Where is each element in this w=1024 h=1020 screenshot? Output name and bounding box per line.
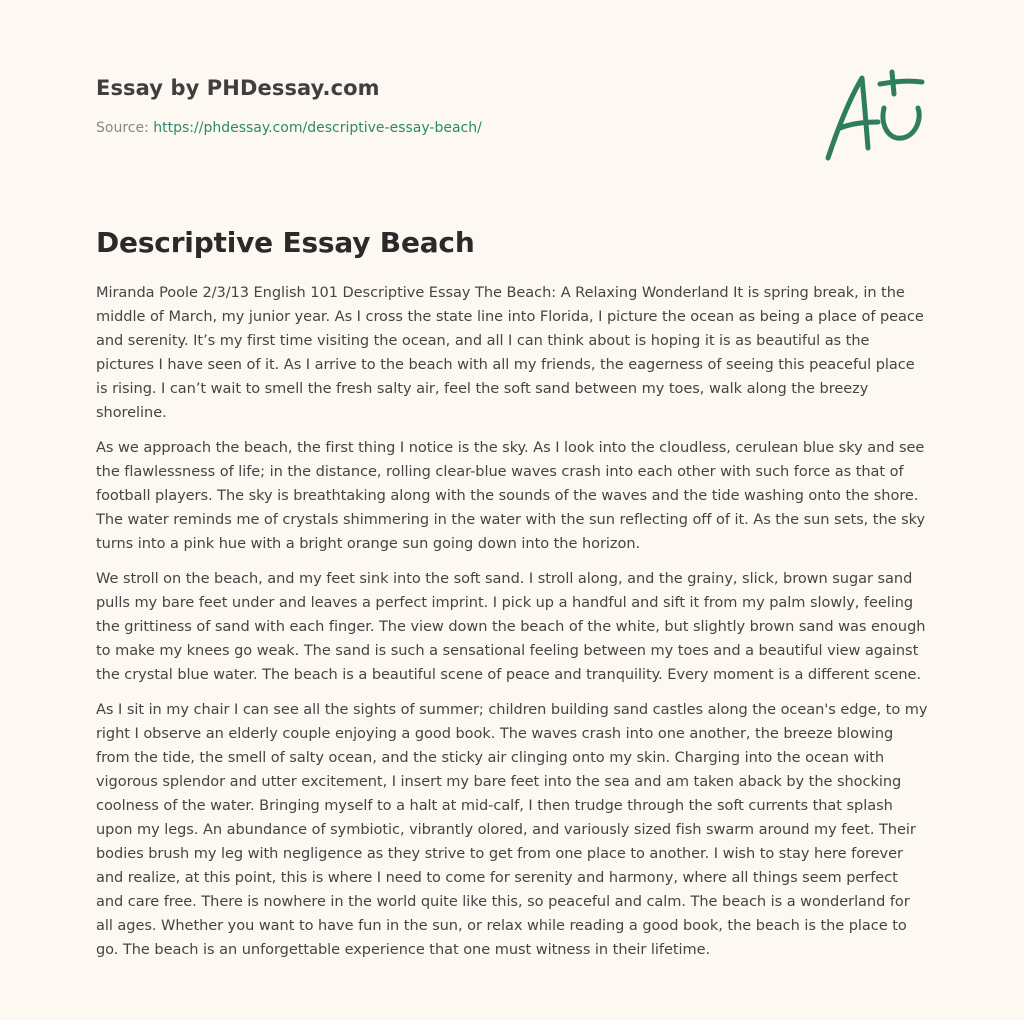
essay-paragraph: We stroll on the beach, and my feet sink into the soft sand. I stroll along, and the grainy, slick, brown sugar sand pulls my bare feet under and leaves a perfect imprint. I pick up a handful and sift it from my palm slowly, feeling the grittiness of sand with each finger. The view down the beach of the white, but slightly brown sand was enough to make my knees go weak. The sand is such a sensational feeling between my toes and a beautiful view against the crystal blue water. The beach is a beautiful scene of peace and tranquility. Every moment is a different scene.: [96, 570, 926, 683]
a-plus-logo: [822, 68, 928, 164]
source-line: [96, 120, 926, 136]
page-header: [96, 76, 926, 136]
source-link[interactable]: https://phdessay.com/descriptive-essay-beach/: [153, 120, 482, 136]
essay-title: Descriptive Essay Beach: [96, 226, 475, 259]
source-label: Source:: [96, 120, 149, 136]
essay-paragraph: Miranda Poole 2/3/13 English 101 Descriptive Essay The Beach: A Relaxing Wonderland It is spring break, in the middle of March, my junior year. As I cross the state line into Florida, I picture the ocean as being a place of peace and serenity. It’s my first time visiting the ocean, and all I can think about is hoping it is as beautiful as the pictures I have seen of it. As I arrive to the beach with all my friends, the eagerness of seeing this peaceful place is rising. I can’t wait to smell the fresh salty air, feel the soft sand between my toes, walk along the breezy shoreline.: [96, 284, 924, 421]
essay-paragraph: As we approach the beach, the first thing I notice is the sky. As I look into the cloudless, cerulean blue sky and see the flawlessness of life; in the distance, rolling clear-blue waves crash into each other with such force as that of football players. The sky is breathtaking along with the sounds of the waves and the tide washing onto the shore. The water reminds me of crystals shimmering in the water with the sun reflecting off of it. As the sun sets, the sky turns into a pink hue with a bright orange sun going down into the horizon.: [96, 439, 926, 552]
essay-paragraph: As I sit in my chair I can see all the sights of summer; children building sand castles along the ocean's edge, to my right I observe an elderly couple enjoying a good book. The waves crash into one another, the breeze blowing from the tide, the smell of salty ocean, and the sticky air clinging onto my skin. Charging into the ocean with vigorous splendor and utter excitement, I insert my bare feet into the sea and am taken aback by the shocking coolness of the water. Bringing myself to a halt at mid-calf, I then trudge through the soft currents that splash upon my legs. An abundance of symbiotic, vibrantly olored, and variously sized fish swarm around my feet. Their bodies brush my leg with negligence as they strive to get from one place to another. I wish to stay here forever and realize, at this point, this is where I need to come for serenity and harmony, where all things seem perfect and care free. There is nowhere in the world quite like this, so peaceful and calm. The beach is a wonderland for all ages. Whether you want to have fun in the sun, or relax while reading a good book, the beach is the place to go. The beach is an unforgettable experience that one must witness in their lifetime.: [96, 701, 928, 958]
site-title: Essay by PHDessay.com: [96, 76, 380, 100]
essay-main: [96, 226, 928, 973]
